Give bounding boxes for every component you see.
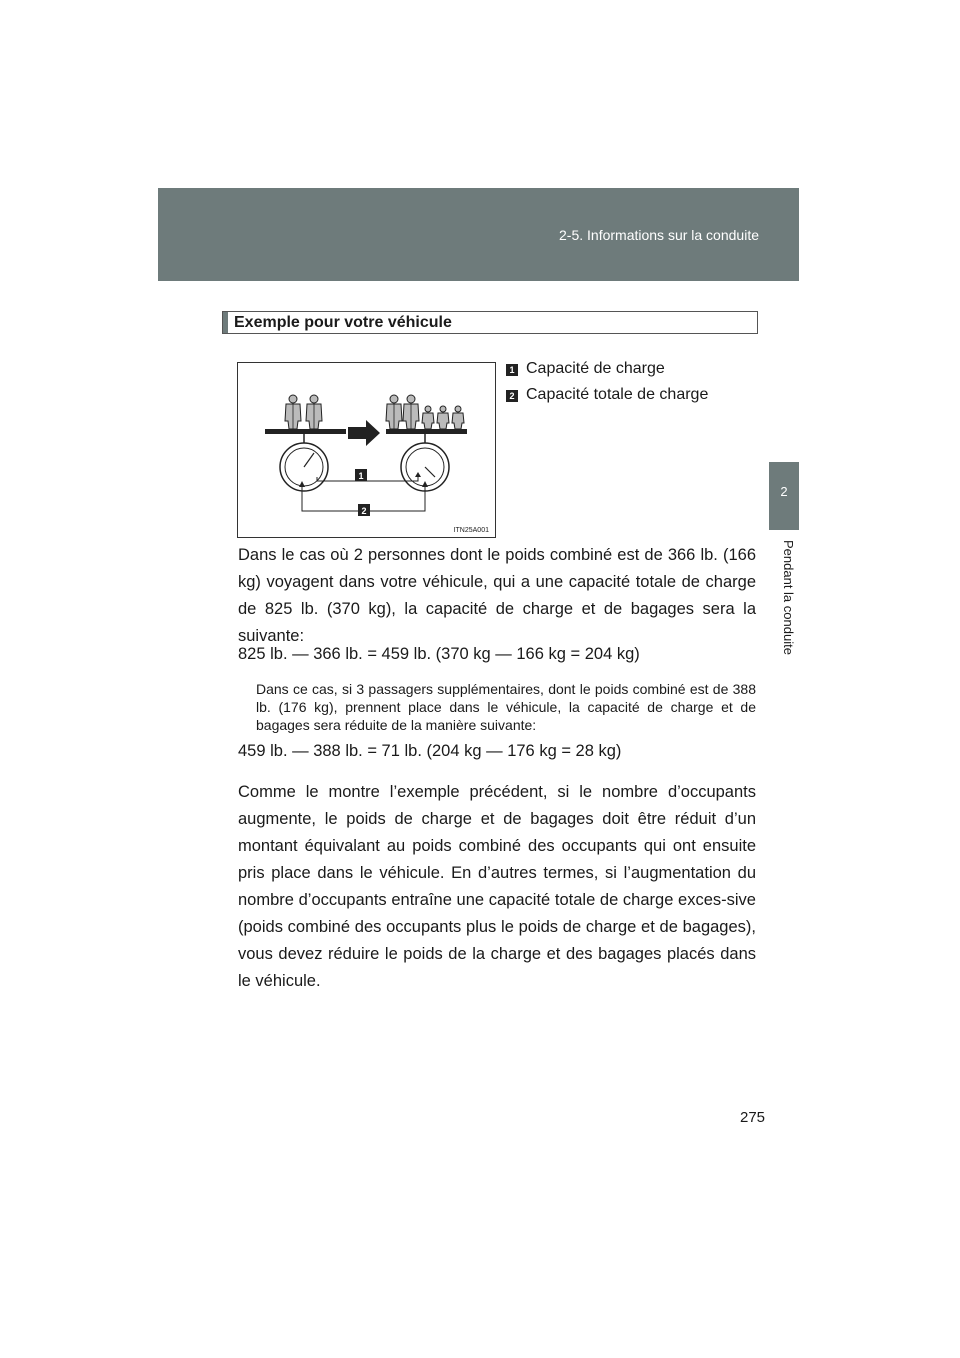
calculation-line: 825 lb. — 366 lb. = 459 lb. (370 kg — 166 kg = 204 kg) (238, 645, 640, 663)
svg-text:1: 1 (358, 471, 364, 481)
body-paragraph: Dans le cas où 2 personnes dont le poids combiné est de 366 lb. (166 kg) voyagent dans votre véhicule, qui a une capacité totale de charge de 825 lb. (370 kg), la capacité de charge et de bagages sera la suivante: (238, 546, 756, 645)
legend-label: Capacité totale de charge (526, 386, 709, 403)
figure-code: ITN25A001 (453, 527, 489, 534)
chapter-number: 2 (780, 484, 788, 499)
note-paragraph: Dans ce cas, si 3 passagers supplémentaires, dont le poids combiné est de 388 lb. (176 kg), prennent place dans le véhicule, la capacité de charge et de bagages sera réduite de la manière suivante: (256, 681, 756, 733)
section-title: Exemple pour votre véhicule (222, 311, 758, 334)
header-band (158, 188, 799, 281)
header-section-title: 2-5. Informations sur la conduite (559, 227, 759, 243)
legend-marker: 1 (506, 364, 518, 376)
page-number: 275 (740, 1109, 766, 1126)
calculation-line: 459 lb. — 388 lb. = 71 lb. (204 kg — 176 kg = 28 kg) (238, 742, 622, 760)
legend-label: Capacité de charge (526, 360, 665, 377)
load-capacity-illustration (238, 363, 495, 537)
body-paragraph: Comme le montre l’exemple précédent, si le nombre d’occupants augmente, le poids de charge et de bagages doit être réduit d’un montant équivalant au poids combiné des occupants qui ont ensuite pris place dans le véhicule. En d’autres termes, si l’augmentation du nombre d’occupants entraîne une capacité totale de charge exces-sive (poids combiné des occupants plus le poids de charge et de bagages), vous devez réduire le poids de la charge et des bagages placés dans le véhicule. (238, 783, 756, 990)
chapter-tab (769, 462, 799, 530)
chapter-label: Pendant la conduite (781, 540, 796, 655)
load-capacity-figure (237, 362, 496, 538)
svg-text:2: 2 (361, 506, 367, 516)
legend-marker: 2 (506, 390, 518, 402)
